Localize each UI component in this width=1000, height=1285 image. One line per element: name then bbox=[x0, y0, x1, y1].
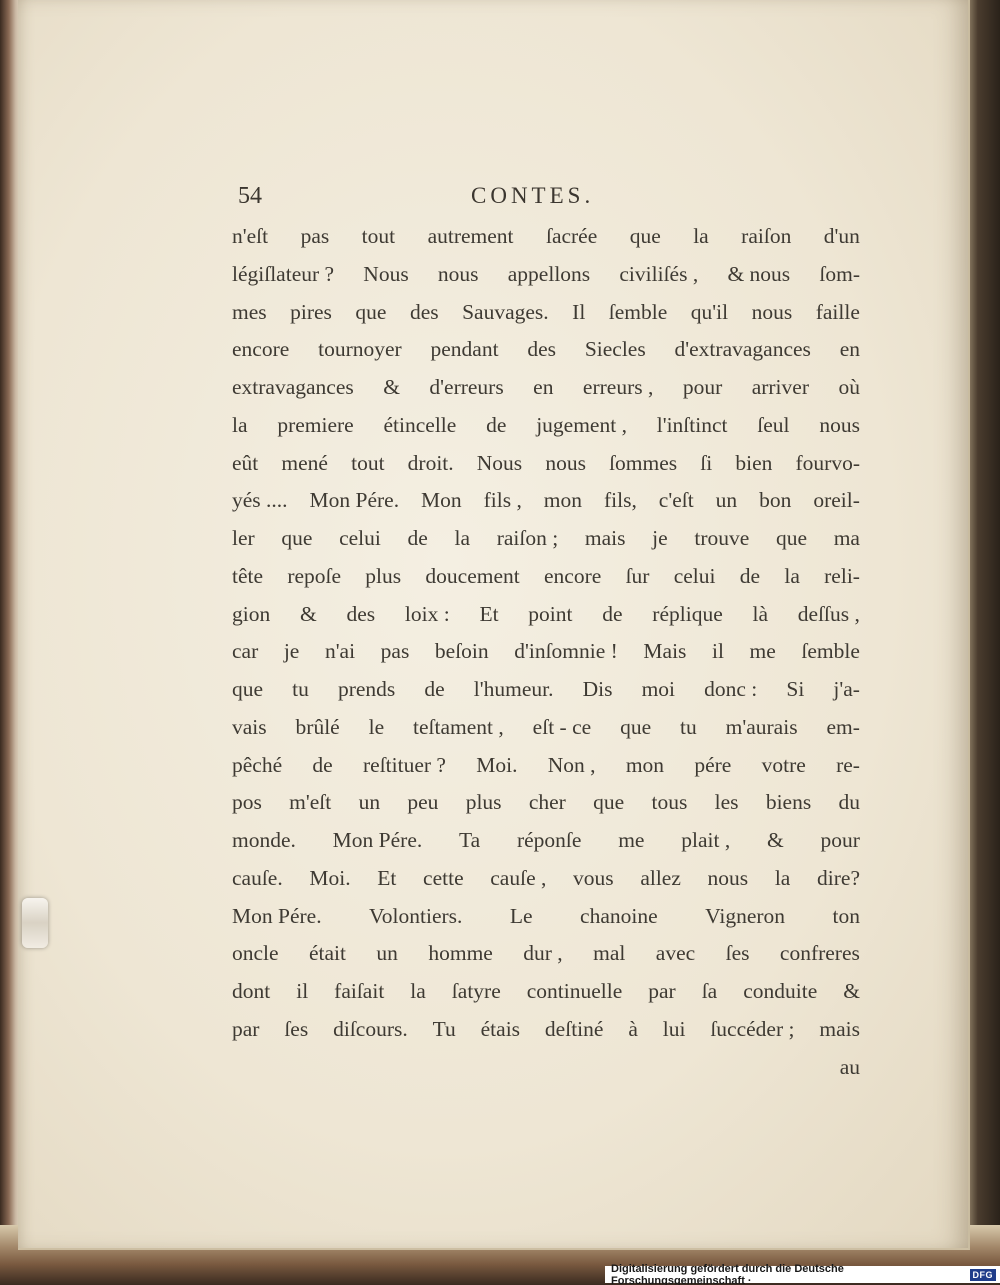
text-line bbox=[232, 747, 860, 785]
text-line bbox=[232, 520, 860, 558]
text-word: que bbox=[775, 526, 808, 550]
text-word: nous bbox=[751, 299, 793, 324]
text-word: cauſe. bbox=[232, 865, 283, 890]
text-word: ſemble bbox=[608, 299, 668, 324]
text-word: ſa bbox=[701, 979, 718, 1003]
text-word: re- bbox=[836, 752, 860, 777]
text-word: était bbox=[308, 941, 346, 966]
text-word: d'extravagances bbox=[674, 337, 811, 362]
text-word: m'aurais bbox=[725, 714, 798, 739]
text-word: il bbox=[712, 639, 724, 664]
text-word: que bbox=[355, 299, 387, 324]
running-head bbox=[228, 183, 858, 217]
text-word: la bbox=[232, 412, 248, 437]
text-word: homme bbox=[428, 941, 493, 966]
text-word: mais bbox=[584, 526, 626, 550]
text-word: cauſe , bbox=[490, 865, 547, 890]
text-word: de bbox=[407, 526, 428, 550]
text-word: mon bbox=[543, 488, 583, 513]
text-word: là bbox=[752, 601, 769, 626]
body-text bbox=[232, 218, 860, 1086]
text-line bbox=[232, 935, 860, 973]
text-line bbox=[232, 860, 860, 898]
text-line bbox=[232, 973, 860, 1011]
text-word: faiſait bbox=[334, 979, 385, 1003]
text-word: plait , bbox=[681, 828, 731, 852]
text-word: nous bbox=[819, 412, 860, 437]
text-word: Il bbox=[572, 299, 586, 324]
text-word: deſtiné bbox=[544, 1016, 604, 1041]
text-word: étincelle bbox=[383, 412, 457, 437]
text-word: Sauvages. bbox=[462, 299, 549, 324]
paper-page bbox=[18, 0, 970, 1250]
text-word: n'eſt bbox=[232, 224, 269, 248]
text-word: prends bbox=[337, 677, 396, 701]
text-word: reſtituer ? bbox=[363, 752, 446, 777]
text-word: Moi. bbox=[476, 752, 518, 777]
text-word: & bbox=[843, 979, 860, 1003]
text-word: autrement bbox=[427, 224, 514, 248]
text-word: pas bbox=[300, 224, 330, 248]
text-word: la bbox=[774, 865, 791, 890]
text-word: repoſe bbox=[287, 563, 342, 588]
text-word: Le bbox=[509, 903, 533, 928]
text-word: Vigneron bbox=[705, 903, 786, 928]
text-word: em- bbox=[826, 714, 860, 739]
text-word: des bbox=[346, 601, 376, 626]
text-word: ton bbox=[832, 903, 860, 928]
text-line bbox=[232, 596, 860, 634]
text-word: fils , bbox=[483, 488, 522, 513]
text-word: c'eſt bbox=[658, 488, 694, 513]
text-word: moi bbox=[641, 677, 676, 701]
text-word: bien bbox=[735, 450, 773, 475]
book-cover-right-edge bbox=[966, 0, 1000, 1285]
text-line bbox=[232, 898, 860, 936]
text-word: un bbox=[715, 488, 738, 513]
text-word: premiere bbox=[277, 412, 354, 437]
text-word: celui bbox=[673, 563, 716, 588]
text-word: arriver bbox=[751, 375, 809, 399]
text-word: ler bbox=[232, 526, 255, 550]
text-word: raiſon ; bbox=[496, 526, 559, 550]
text-word: extravagances bbox=[232, 375, 354, 399]
text-word: les bbox=[714, 790, 739, 815]
text-word: qu'il bbox=[690, 299, 729, 324]
text-word: biens bbox=[765, 790, 812, 815]
text-word: mes bbox=[232, 299, 267, 324]
text-word: Tu bbox=[432, 1016, 456, 1041]
text-word: ma bbox=[833, 526, 860, 550]
page-number: 54 bbox=[238, 183, 262, 209]
text-word: allez bbox=[640, 865, 681, 890]
text-word: par bbox=[232, 1016, 260, 1041]
text-word: erreurs , bbox=[582, 375, 654, 399]
text-word: la bbox=[454, 526, 471, 550]
text-word: pour bbox=[820, 828, 860, 852]
text-word: me bbox=[749, 639, 776, 664]
text-word: Volontiers. bbox=[369, 903, 463, 928]
text-word: encore bbox=[232, 337, 290, 362]
text-word: l'inſtinct bbox=[656, 412, 728, 437]
text-word: ſacrée bbox=[545, 224, 598, 248]
text-line bbox=[232, 784, 860, 822]
text-word: tête bbox=[232, 563, 264, 588]
text-word: tout bbox=[361, 224, 396, 248]
text-word: de bbox=[312, 752, 333, 777]
text-word: ſuccéder ; bbox=[710, 1016, 795, 1041]
text-word: raiſon bbox=[741, 224, 792, 248]
text-line bbox=[232, 558, 860, 596]
text-word: pos bbox=[232, 790, 262, 815]
text-word: l'humeur. bbox=[473, 677, 554, 701]
text-word: d'erreurs bbox=[429, 375, 504, 399]
text-word: loix : bbox=[404, 601, 450, 626]
text-word: vous bbox=[573, 865, 614, 890]
text-word: encore bbox=[544, 563, 602, 588]
text-word: que bbox=[629, 224, 661, 248]
text-word: des bbox=[527, 337, 557, 362]
text-word: que bbox=[620, 714, 652, 739]
text-word: que bbox=[593, 790, 625, 815]
text-line bbox=[232, 633, 860, 671]
text-word: me bbox=[618, 828, 645, 852]
text-word: j'a- bbox=[833, 677, 860, 701]
text-word: par bbox=[648, 979, 676, 1003]
text-word: peu bbox=[407, 790, 439, 815]
text-word: la bbox=[410, 979, 426, 1003]
text-word: bon bbox=[759, 488, 792, 513]
text-word: ſi bbox=[700, 450, 713, 475]
text-word: reli- bbox=[824, 563, 860, 588]
text-word: Et bbox=[377, 865, 397, 890]
text-word: avec bbox=[655, 941, 696, 966]
text-word: Et bbox=[479, 601, 499, 626]
text-word: Si bbox=[786, 677, 805, 701]
text-word: Dis bbox=[582, 677, 613, 701]
text-word: Siecles bbox=[584, 337, 646, 362]
text-word: conduite bbox=[743, 979, 818, 1003]
text-word: nous bbox=[545, 450, 586, 475]
text-word: ſeul bbox=[757, 412, 790, 437]
text-word: oreil- bbox=[813, 488, 860, 513]
text-word: je bbox=[283, 639, 300, 664]
text-word: & bbox=[383, 375, 400, 399]
text-word: en bbox=[533, 375, 554, 399]
text-word: un bbox=[358, 790, 381, 815]
text-word: continuelle bbox=[526, 979, 623, 1003]
text-word: mal bbox=[593, 941, 626, 966]
text-word: point bbox=[528, 601, 573, 626]
text-word: cher bbox=[528, 790, 566, 815]
text-word: Mon Pére. bbox=[232, 903, 322, 928]
text-word: je bbox=[652, 526, 668, 550]
text-word: ſes bbox=[725, 941, 750, 966]
text-line bbox=[232, 369, 860, 407]
text-word: dire? bbox=[817, 865, 860, 890]
text-word: dont bbox=[232, 979, 271, 1003]
text-word: pendant bbox=[430, 337, 499, 362]
text-word: Nous bbox=[363, 261, 409, 286]
text-word: mon bbox=[625, 752, 665, 777]
text-word: & nous bbox=[727, 261, 791, 286]
text-line bbox=[232, 407, 860, 445]
text-word: Ta bbox=[459, 828, 481, 852]
text-line bbox=[232, 1049, 860, 1087]
text-word: il bbox=[296, 979, 309, 1003]
text-word: plus bbox=[465, 790, 502, 815]
text-word: réponſe bbox=[516, 828, 582, 852]
text-word: d'inſomnie ! bbox=[514, 639, 618, 664]
text-line bbox=[232, 294, 860, 332]
text-word: le bbox=[368, 714, 385, 739]
text-word: Moi. bbox=[309, 865, 351, 890]
text-word: teſtament , bbox=[413, 714, 504, 739]
text-line bbox=[232, 218, 860, 256]
text-line bbox=[232, 671, 860, 709]
text-word: Mon bbox=[421, 488, 462, 513]
text-word: de bbox=[486, 412, 507, 437]
text-word: d'un bbox=[823, 224, 860, 248]
text-word: donc : bbox=[704, 677, 758, 701]
text-word: trouve bbox=[694, 526, 750, 550]
text-word: cette bbox=[423, 865, 464, 890]
text-word: tu bbox=[680, 714, 697, 739]
text-word: ſatyre bbox=[451, 979, 501, 1003]
text-line bbox=[232, 482, 860, 520]
text-word: des bbox=[409, 299, 439, 324]
text-word: droit. bbox=[407, 450, 454, 475]
digitization-credit: Digitalisierung gefördert durch die Deutsche Forschungsgemeinschaft · bbox=[611, 1262, 844, 1285]
text-word: eût bbox=[232, 450, 259, 475]
text-word: pires bbox=[290, 299, 332, 324]
text-word: en bbox=[839, 337, 860, 362]
text-word: pére bbox=[694, 752, 732, 777]
text-word: la bbox=[784, 563, 800, 588]
text-line bbox=[232, 331, 860, 369]
text-word: réplique bbox=[652, 601, 723, 626]
text-word: doucement bbox=[425, 563, 520, 588]
text-word: tournoyer bbox=[318, 337, 402, 362]
text-word: où bbox=[838, 375, 860, 399]
text-word: gion bbox=[232, 601, 271, 626]
text-word: monde. bbox=[232, 828, 296, 852]
text-word: Mais bbox=[643, 639, 687, 664]
text-word: Mon Pére. bbox=[332, 828, 423, 852]
text-word: vais bbox=[232, 714, 267, 739]
text-word: au bbox=[839, 1054, 860, 1079]
text-line bbox=[232, 1011, 860, 1049]
text-line bbox=[232, 445, 860, 483]
text-word: ſemble bbox=[801, 639, 860, 664]
text-word: yés .... bbox=[232, 488, 288, 513]
text-word: de bbox=[739, 563, 761, 588]
text-word: la bbox=[693, 224, 709, 248]
text-word: oncle bbox=[232, 941, 279, 966]
text-word: étais bbox=[480, 1016, 521, 1041]
running-title: CONTES. bbox=[471, 183, 595, 208]
text-word: appellons bbox=[507, 261, 591, 286]
text-word: lui bbox=[662, 1016, 686, 1041]
text-word: civiliſés , bbox=[619, 261, 699, 286]
text-word: eſt - ce bbox=[532, 714, 592, 739]
text-word: de bbox=[602, 601, 623, 626]
text-word: Mon Pére. bbox=[309, 488, 400, 513]
text-word: ſom- bbox=[819, 261, 860, 286]
text-word: ſommes bbox=[609, 450, 678, 475]
text-word: faille bbox=[815, 299, 860, 324]
page-clip bbox=[22, 898, 48, 948]
text-word: n'ai bbox=[324, 639, 356, 664]
text-word: ſes bbox=[284, 1016, 309, 1041]
text-word: Non , bbox=[547, 752, 596, 777]
text-word: mené bbox=[281, 450, 328, 475]
text-line bbox=[232, 709, 860, 747]
text-word: tous bbox=[651, 790, 688, 815]
text-word: nous bbox=[707, 865, 749, 890]
text-line bbox=[232, 256, 860, 294]
text-line bbox=[232, 822, 860, 860]
text-word: votre bbox=[761, 752, 806, 777]
text-word: que bbox=[281, 526, 313, 550]
text-word: nous bbox=[437, 261, 479, 286]
text-word: plus bbox=[365, 563, 402, 588]
text-word: m'eſt bbox=[289, 790, 332, 815]
text-word: légiſlateur ? bbox=[232, 261, 335, 286]
text-word: chanoine bbox=[580, 903, 658, 928]
text-word: tu bbox=[292, 677, 309, 701]
text-word: deſſus , bbox=[797, 601, 860, 626]
text-word: brûlé bbox=[295, 714, 340, 739]
text-word: jugement , bbox=[536, 412, 627, 437]
text-word: que bbox=[232, 677, 264, 701]
text-word: un bbox=[376, 941, 398, 966]
text-word: ſur bbox=[625, 563, 650, 588]
text-word: du bbox=[838, 790, 860, 815]
text-word: fils, bbox=[603, 488, 637, 513]
text-word: diſcours. bbox=[333, 1016, 408, 1041]
digitization-credit-bar bbox=[605, 1262, 1000, 1285]
text-word: fourvo- bbox=[795, 450, 860, 475]
text-word: beſoin bbox=[434, 639, 489, 664]
text-word: & bbox=[766, 828, 784, 852]
text-word: tout bbox=[351, 450, 385, 475]
dfg-logo: DFG bbox=[970, 1269, 997, 1281]
text-word: pas bbox=[380, 639, 410, 664]
text-word: dur , bbox=[523, 941, 563, 966]
text-word: celui bbox=[339, 526, 381, 550]
text-word: pour bbox=[682, 375, 723, 399]
text-word: de bbox=[424, 677, 445, 701]
text-word: à bbox=[628, 1016, 638, 1041]
text-word: mais bbox=[819, 1016, 860, 1041]
text-word: confreres bbox=[779, 941, 860, 966]
text-word: car bbox=[232, 639, 259, 664]
text-word: & bbox=[299, 601, 317, 626]
text-word: Nous bbox=[476, 450, 523, 475]
text-word: pêché bbox=[232, 752, 283, 777]
